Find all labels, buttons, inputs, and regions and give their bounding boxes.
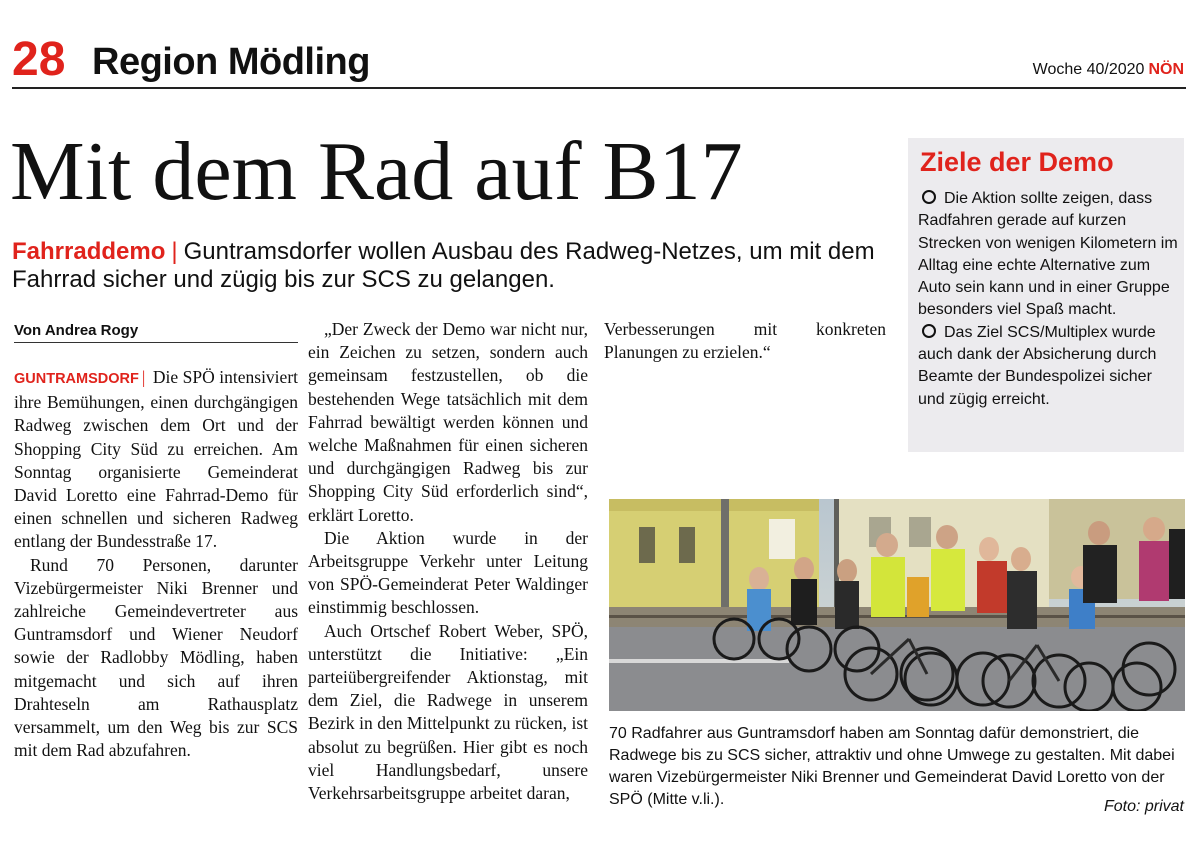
info-box-item-text: Die Aktion sollte zeigen, dass Radfahren gerade auf kurzen Strecken von wenigen Kilometern im Alltag eine echte Alternative zum Auto sein kann und in einer Gruppe besonders viel Spaß macht. <box>918 190 1178 319</box>
info-box-list <box>918 188 1180 411</box>
info-box-title: Ziele der Demo <box>920 147 1114 177</box>
info-box-item <box>918 188 1180 322</box>
paragraph-text: Die SPÖ intensiviert ihre Bemühungen, einen durchgängigen Radweg zwischen dem Ort und der Shopping City Süd zu erreichen. Am Sonntag organisierte Gemeinderat David Loretto eine Fahrrad-Demo für einen schnellen und sicheren Radweg entlang der Bundesstraße 17. <box>14 367 299 552</box>
body-paragraph: Die Aktion wurde in der Arbeitsgruppe Verkehr unter Leitung von SPÖ-Gemeinderat Peter Waldinger einstimmig beschlossen. <box>308 527 588 618</box>
body-paragraph: Auch Ortschef Robert Weber, SPÖ, unterstützt die Initiative: „Ein parteiübergreifender Aktionstag, mit dem Ziel, die Radwege in unserem Bezirk in den Mittelpunkt zu rücken, ist absolut zu begrüßen. Hier gibt es noch viel Handlungsbedarf, unsere Verkehrsarbeitsgruppe arbeitet daran, <box>308 620 588 804</box>
article-column-1 <box>14 366 298 762</box>
cyclists-photo-illustration <box>609 499 1185 711</box>
article-column-2 <box>308 318 588 805</box>
subhead-text: Guntramsdorfer wollen Ausbau des Radweg-Netzes, um mit dem Fahrrad sicher und zügig bis zur SCS zu gelangen. <box>12 238 875 293</box>
byline: Von Andrea Rogy <box>14 322 139 339</box>
issue-week: Woche 40/2020 <box>1032 61 1145 78</box>
dateline: GUNTRAMSDORF <box>14 371 139 387</box>
article-column-3 <box>604 318 886 364</box>
body-paragraph: „Der Zweck der Demo war nicht nur, ein Zeichen zu setzen, sondern auch gemeinsam festzustellen, ob die bestehenden Wege tatsächlich mit dem Fahrrad bewältigt werden können und welche Maßnahmen für einen sicheren und durchgängigen Radweg bis zur Shopping City Süd erforderlich sind“, erklärt Loretto. <box>308 319 588 525</box>
body-paragraph: Rund 70 Personen, darunter Vizebürgermeister Niki Brenner und zahlreiche Gemeindevertreter aus Guntramsdorf und Wiener Neudorf sowie der Radlobby Mödling, haben mitgemacht und sich auf ihren Drahteseln am Rathausplatz versammelt, um den Weg bis zur SCS mit dem Rad abzufahren. <box>14 554 298 761</box>
subhead <box>12 238 882 294</box>
circle-bullet-icon <box>922 190 936 204</box>
dateline-separator: | <box>141 367 146 387</box>
subhead-kicker: Fahrraddemo <box>12 238 166 265</box>
body-paragraph-continued: Verbesserungen mit konkreten Planungen zu erzielen.“ <box>604 319 886 363</box>
byline-rule <box>14 342 298 343</box>
cyclists-photo <box>609 499 1185 711</box>
page-number: 28 <box>12 33 66 86</box>
brand-logo: NÖN <box>1148 61 1184 78</box>
info-box-item-text: Das Ziel SCS/Multiplex wurde auch dank der Absicherung durch Beamte der Bundespolizei sicher und zügig erreicht. <box>918 323 1157 408</box>
info-box-item <box>918 322 1180 411</box>
header-rule <box>12 87 1186 89</box>
photo-caption: 70 Radfahrer aus Guntramsdorf haben am Sonntag dafür demonstriert, die Radwege bis zu SCS sicher, attraktiv und ohne Umwege zu gestalten. Mit dabei waren Vizebürgermeister Niki Brenner und Gemeinderat David Loretto von der SPÖ (Mitte v.li.). <box>609 725 1175 808</box>
body-paragraph <box>14 366 298 554</box>
headline: Mit dem Rad auf B17 <box>10 125 743 218</box>
issue-info <box>1033 60 1184 80</box>
photo-credit: Foto: privat <box>1103 798 1184 815</box>
subhead-separator: | <box>171 238 178 265</box>
circle-bullet-icon <box>922 324 936 338</box>
section-title: Region Mödling <box>92 41 370 83</box>
